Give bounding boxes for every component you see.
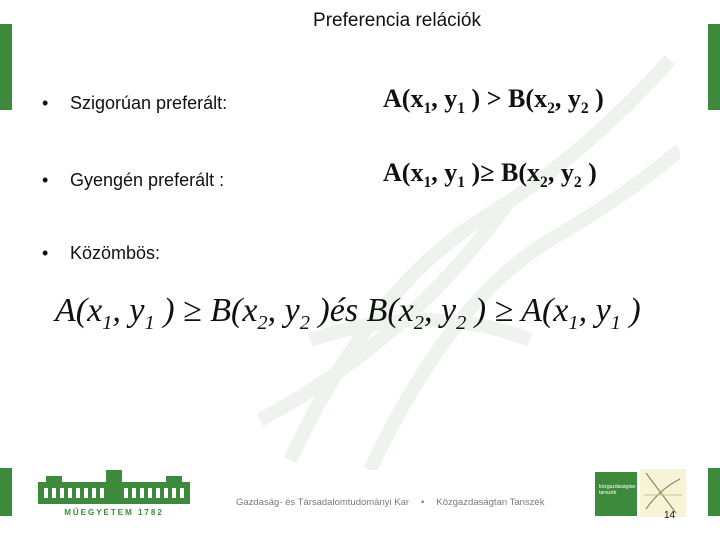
right-top-accent-bar (708, 24, 720, 110)
department-badge (595, 472, 637, 516)
left-top-accent-bar (0, 24, 12, 110)
footer-faculty: Gazdaság- és Társadalomtudományi Kar (236, 497, 410, 508)
bullet-dot: • (42, 243, 49, 263)
bullet-indifference (42, 243, 160, 264)
footer-caption (236, 497, 544, 508)
right-bottom-accent-bar (708, 468, 720, 516)
bullet-label: Közömbös: (70, 243, 161, 263)
university-logo-text: MŰEGYETEM 1782 (64, 508, 164, 517)
bullet-dot: • (42, 93, 49, 113)
university-logo (36, 468, 192, 518)
bullet-label: Gyengén preferált : (70, 170, 225, 190)
slide-title: Preferencia relációk (313, 10, 481, 31)
footer-department: Közgazdaságtan Tanszék (436, 497, 545, 508)
formula-weak-preference: $A(x_1$, $y_1$ )≥ $B(x_2$, $y_2$ ) (383, 158, 597, 192)
page-number: 14 (664, 510, 676, 521)
bullet-dot: • (42, 170, 49, 190)
formula-strict-preference: $A(x_1$, $y_1$ ) > $B(x_2$, $y_2$ ) (383, 84, 604, 118)
department-figure-icon (640, 469, 686, 517)
bullet-weak-preference (42, 170, 224, 191)
bullet-label: Szigorúan preferált: (70, 93, 228, 113)
department-badge-text: közgazdaságtan tanszék (599, 484, 636, 496)
formula-indifference: $A(x_1$, $y_1$ ) ≥ $B(x_2$, $y_2$ )és $B(x_2$, $y_2$ ) ≥ $A(x_1$, $y_1$ ) (55, 292, 641, 334)
footer-separator: • (421, 497, 425, 508)
left-bottom-accent-bar (0, 468, 12, 516)
bullet-strict-preference (42, 93, 227, 114)
